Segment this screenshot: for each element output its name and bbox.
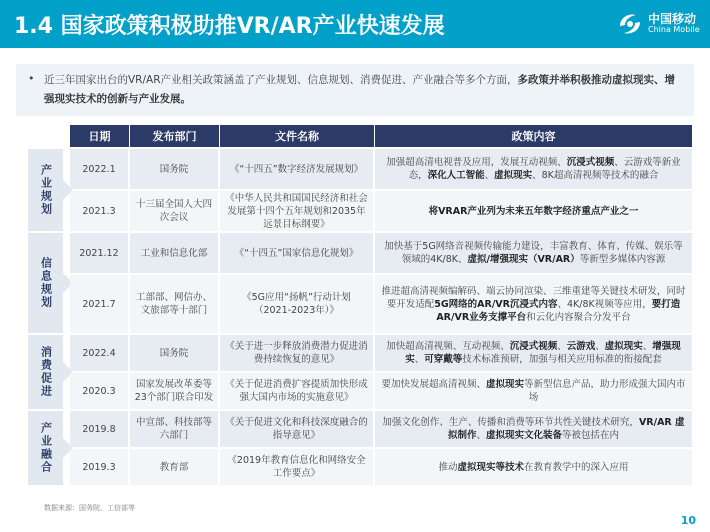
cell-dept: 国家发展改革委等23个部门联合印发: [130, 373, 220, 409]
table-row: [70, 275, 692, 333]
table-row: [70, 411, 692, 447]
cell-file: 《关于促进文化和科技深度融合的指导意见》: [220, 411, 375, 447]
category-info-planning: [28, 233, 63, 333]
cell-content: 推进超高清视频编解码、端云协同渲染、三维重建等关键技术研发，同时要开发适配5G网络的AR/VR沉浸式内容、4K/8K视频等应用，要打造AR/VR业务支撑平台和云化内容聚合分发平台: [381, 285, 686, 323]
column-header-file: 文件名称: [220, 125, 375, 147]
page-title: 1.4 国家政策积极助推VR/AR产业快速发展: [14, 14, 445, 39]
column-header-dept: 发布部门: [130, 125, 220, 147]
intro-text-normal: 近三年国家出台的VR/AR产业相关政策涵盖了产业规划、信息规划、消费促进、产业融合等多个方面，: [44, 74, 518, 86]
intro-text-bold: 多政策并举积极推动虚拟现实、增强现实技术的创新与产业发展。: [44, 74, 675, 105]
intro-text: [44, 71, 684, 109]
data-source-note: 数据来源：国务院、工信部等: [44, 504, 135, 512]
cell-content: 加快超高清视频、互动视频、沉浸式视频、云游戏、虚拟现实、增强现实、可穿戴等技术标准预研，加强与相关应用标准的衔接配套: [386, 341, 681, 365]
cell-dept: 国务院: [130, 149, 220, 189]
cell-dept: 中宣部、科技部等六部门: [130, 411, 220, 447]
cell-content: 加强超高清电视普及应用，发展互动视频、沉浸式视频、云游戏等新业态，深化人工智能、虚拟现实、8K超高清视频等技术的融合: [386, 157, 681, 181]
page-number: 10: [680, 514, 696, 527]
cell-dept: 十三届全国人大四次会议: [130, 191, 220, 231]
cell-date: 2021.3: [70, 191, 130, 231]
cell-dept: 国务院: [130, 335, 220, 371]
column-header-content: 政策内容: [511, 130, 556, 143]
cell-content: 加快基于5G网络音视频传输能力建设，丰富教育、体育、传媒、娱乐等领域的4K/8K、虚拟/增强现实（VR/AR）等新型多媒体内容源: [384, 241, 683, 265]
table-row: [70, 191, 692, 231]
cell-date: 2021.12: [70, 233, 130, 273]
table-row: [70, 449, 692, 485]
category-label: 消费促进: [39, 346, 53, 398]
cell-file: 《2019年教育信息化和网络安全工作要点》: [220, 449, 375, 485]
table-row: [70, 233, 692, 273]
cell-content: 将VRAR产业列为未来五年数字经济重点产业之一: [428, 205, 639, 217]
logo-text-cn: 中国移动: [648, 12, 697, 26]
bullet-icon: •: [28, 72, 35, 85]
cell-date: 2022.1: [70, 149, 130, 189]
cell-file: 《关于进一步释放消费潜力促进消费持续恢复的意见》: [220, 335, 375, 371]
table-row: [70, 335, 692, 371]
category-label: 产业融合: [39, 422, 53, 474]
cell-content: 要加快发展超高清视频、虚拟现实等新型信息产品，助力形成强大国内市场: [381, 379, 686, 403]
cell-file: 《中华人民共和国国民经济和社会发展第十四个五年规划和2035年远景目标纲要》: [220, 191, 375, 231]
cell-dept: 工部部、网信办、文旅部等十部门: [130, 275, 220, 333]
china-mobile-logo-icon: [616, 10, 644, 38]
cell-file: 《“十四五”数字经济发展规划》: [220, 149, 375, 189]
cell-dept: 教育部: [130, 449, 220, 485]
cell-file: 《关于促进消费扩容提质加快形成强大国内市场的实施意见》: [220, 373, 375, 409]
category-label: 产业规划: [39, 164, 53, 216]
title-bar: [0, 0, 710, 48]
cell-content: 加强文化创作、生产、传播和消费等环节共性关键技术研究，VR/AR 虚拟制作、虚拟现实文化装备等被包括在内: [382, 417, 685, 441]
table-header: [70, 125, 692, 147]
cell-date: 2022.4: [70, 335, 130, 371]
category-consumption: [28, 335, 63, 409]
category-industry-planning: [28, 149, 63, 231]
cell-dept: 工业和信息化部: [130, 233, 220, 273]
cell-file: 《“十四五”国家信息化规划》: [220, 233, 375, 273]
cell-file: 《5G应用“扬帆”行动计划（2021-2023年）》: [220, 275, 375, 333]
category-integration: [28, 411, 63, 485]
table-row: [70, 373, 692, 409]
cell-date: 2019.3: [70, 449, 130, 485]
logo-text-en: China Mobile: [648, 25, 700, 34]
cell-date: 2021.7: [70, 275, 130, 333]
category-label: 信息规划: [39, 257, 53, 309]
table-row: [70, 149, 692, 189]
cell-content: 推动虚拟现实等技术在教育教学中的深入应用: [438, 461, 629, 473]
column-header-date: 日期: [70, 125, 130, 147]
china-mobile-logo: [616, 8, 700, 40]
intro-box: [16, 64, 694, 116]
cell-date: 2019.8: [70, 411, 130, 447]
cell-date: 2020.3: [70, 373, 130, 409]
